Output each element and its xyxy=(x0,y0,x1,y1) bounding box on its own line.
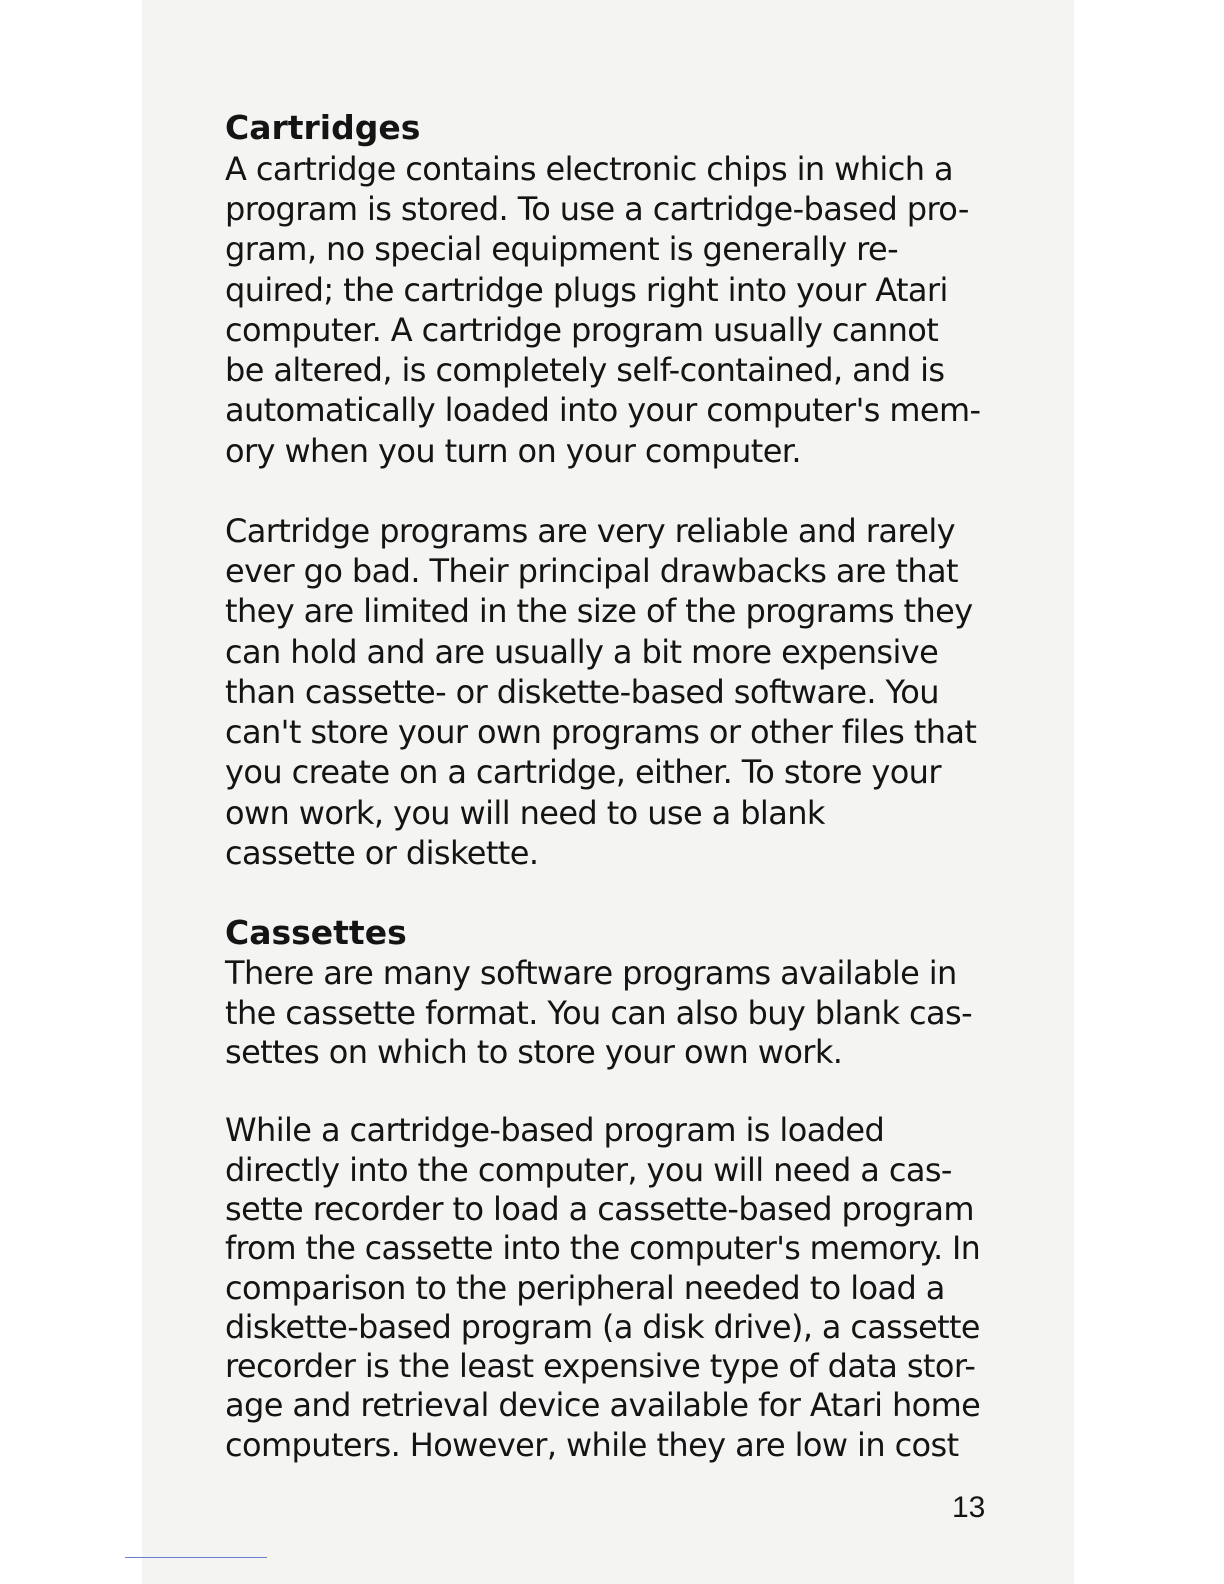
text-line: There are many software programs available in xyxy=(225,954,957,992)
text-line: from the cassette into the computer's memory. In xyxy=(225,1229,981,1267)
text-line: automatically loaded into your computer's mem- xyxy=(225,391,981,429)
text-line: comparison to the peripheral needed to load a xyxy=(225,1269,945,1307)
text-line: quired; the cartridge plugs right into your Atari xyxy=(225,271,948,309)
text-line: A cartridge contains electronic chips in which a xyxy=(225,150,953,188)
text-line: gram, no special equipment is generally re- xyxy=(225,230,899,268)
text-line: Cartridge programs are very reliable and rarely xyxy=(225,512,955,550)
text-line: While a cartridge-based program is loaded xyxy=(225,1111,885,1149)
text-line: the cassette format. You can also buy blank cas- xyxy=(225,994,973,1032)
text-line: computers. However, while they are low in cost xyxy=(225,1426,959,1464)
text-line: can't store your own programs or other files that xyxy=(225,713,977,751)
text-line: directly into the computer, you will need a cas- xyxy=(225,1151,952,1189)
text-line: diskette-based program (a disk drive), a cassette xyxy=(225,1308,980,1346)
heading-cassettes: Cassettes xyxy=(225,913,407,952)
text-line: sette recorder to load a cassette-based program xyxy=(225,1190,974,1228)
text-line: recorder is the least expensive type of data stor- xyxy=(225,1347,976,1385)
text-line: ory when you turn on your computer. xyxy=(225,432,802,470)
text-line: settes on which to store your own work. xyxy=(225,1033,843,1071)
text-line: computer. A cartridge program usually cannot xyxy=(225,311,939,349)
text-line: cassette or diskette. xyxy=(225,834,539,872)
text-line: be altered, is completely self-contained, and is xyxy=(225,351,945,389)
text-line: program is stored. To use a cartridge-based pro- xyxy=(225,190,969,228)
text-line: than cassette- or diskette-based software. You xyxy=(225,673,939,711)
text-line: own work, you will need to use a blank xyxy=(225,794,825,832)
page-number: 13 xyxy=(952,1491,986,1524)
text-line: they are limited in the size of the programs they xyxy=(225,592,973,630)
text-line: ever go bad. Their principal drawbacks are that xyxy=(225,552,958,590)
text-line: can hold and are usually a bit more expensive xyxy=(225,633,939,671)
text-line: age and retrieval device available for Atari home xyxy=(225,1386,981,1424)
heading-cartridges: Cartridges xyxy=(225,108,421,147)
scan-underline-mark xyxy=(125,1557,267,1558)
text-line: you create on a cartridge, either. To store your xyxy=(225,753,941,791)
